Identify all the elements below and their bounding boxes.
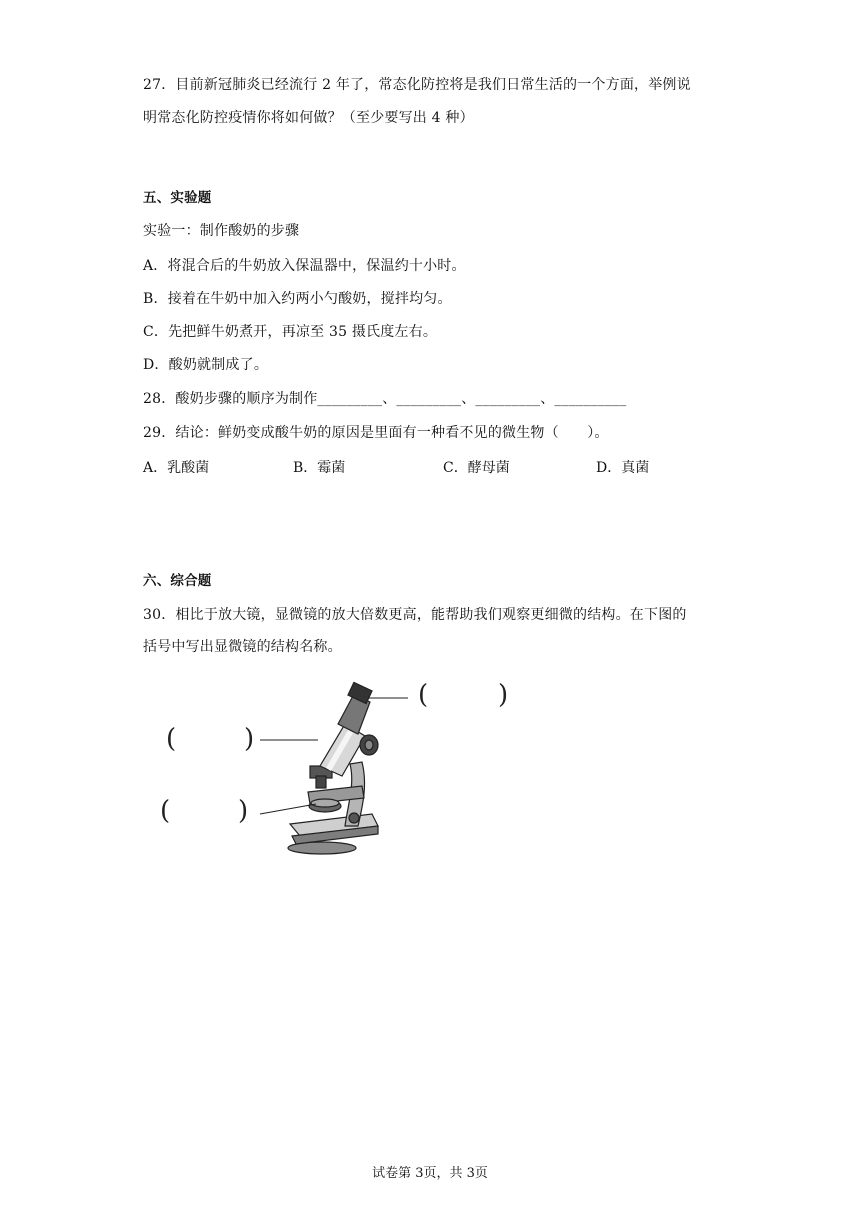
q27-line1: 27．目前新冠肺炎已经流行 2 年了，常态化防控将是我们日常生活的一个方面，举例说 xyxy=(143,77,691,93)
section6-title: 六、综合题 xyxy=(143,573,212,589)
q28: 28．酸奶步骤的顺序为制作_________、_________、_________、__________ xyxy=(143,391,627,407)
step-d: D．酸奶就制成了。 xyxy=(143,357,269,373)
q30-line1: 30．相比于放大镜，显微镜的放大倍数更高，能帮助我们观察更细微的结构。在下图的 xyxy=(143,607,687,623)
q29-option-d: D．真菌 xyxy=(596,460,650,476)
blank-eyepiece-open: ( xyxy=(418,680,429,710)
blank-objective-close: ) xyxy=(244,724,255,754)
q30-line2: 括号中写出显微镜的结构名称。 xyxy=(143,639,342,655)
q29: 29．结论：鲜奶变成酸牛奶的原因是里面有一种看不见的微生物（ ）。 xyxy=(143,425,609,441)
microscope-illustration xyxy=(140,676,540,866)
step-a: A．将混合后的牛奶放入保温器中，保温约十小时。 xyxy=(143,258,466,274)
microscope-figure xyxy=(140,676,540,866)
page-footer: 试卷第 3页，共 3页 xyxy=(372,1166,488,1181)
section5-title: 五、实验题 xyxy=(143,190,212,206)
step-c: C．先把鲜牛奶煮开，再凉至 35 摄氏度左右。 xyxy=(143,324,438,340)
q29-option-b: B．霉菌 xyxy=(293,460,346,476)
blank-objective-open: ( xyxy=(166,724,177,754)
q29-option-a: A．乳酸菌 xyxy=(143,460,210,476)
blank-eyepiece-close: ) xyxy=(498,680,509,710)
q27-line2: 明常态化防控疫情你将如何做？（至少要写出 4 种） xyxy=(143,110,474,126)
step-b: B．接着在牛奶中加入约两小勺酸奶，搅拌均匀。 xyxy=(143,291,452,307)
q29-option-c: C．酵母菌 xyxy=(443,460,510,476)
blank-stage-open: ( xyxy=(160,796,171,826)
experiment-title: 实验一：制作酸奶的步骤 xyxy=(143,223,300,239)
blank-stage-close: ) xyxy=(238,796,249,826)
